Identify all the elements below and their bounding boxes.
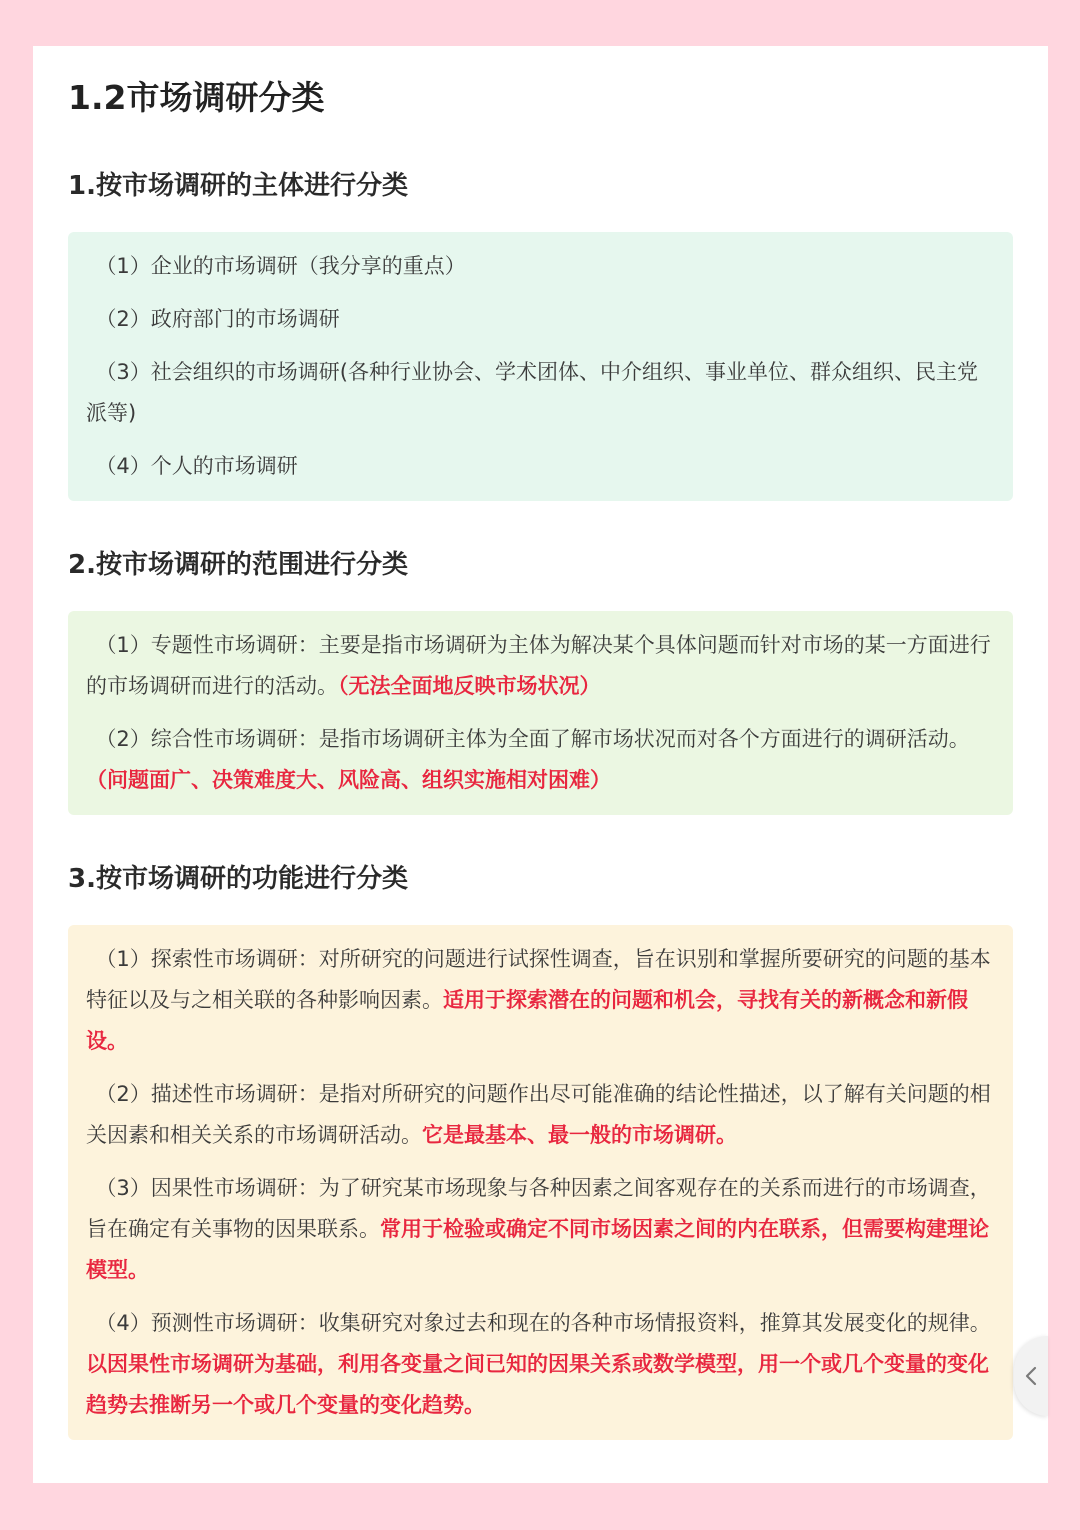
list-item: （2）描述性市场调研：是指对所研究的问题作出尽可能准确的结论性描述，以了解有关问题的相关因素和相关关系的市场调研活动。它是最基本、最一般的市场调研。 (86, 1082, 991, 1147)
emphasis-text: （问题面广、决策难度大、风险高、组织实施相对困难） (86, 768, 611, 792)
list-item: （2）政府部门的市场调研 (95, 307, 340, 331)
list-item: （1）专题性市场调研：主要是指市场调研为主体为解决某个具体问题而针对市场的某一方面进行的市场调研而进行的活动。（无法全面地反映市场状况） (86, 633, 991, 698)
emphasis-text: （无法全面地反映市场状况） (338, 674, 601, 698)
emphasis-text: 常用于检验或确定不同市场因素之间的内在联系，但需要构建理论模型。 (86, 1217, 989, 1282)
list-item: （1）企业的市场调研（我分享的重点） (95, 254, 466, 278)
list-item: （4）个人的市场调研 (95, 454, 298, 478)
emphasis-text: 适用于探索潜在的问题和机会，寻找有关的新概念和新假设。 (86, 988, 968, 1053)
subject-list-box (68, 232, 1013, 501)
list-item: （4）预测性市场调研：收集研究对象过去和现在的各种市场情报资料，推算其发展变化的规律。以因果性市场调研为基础，利用各变量之间已知的因果关系或数学模型，用一个或几个变量的变化趋势去推断另一个或几个变量的变化趋势。 (86, 1311, 991, 1417)
scope-list-box (68, 611, 1013, 815)
list-item: （3）因果性市场调研：为了研究某市场现象与各种因素之间客观存在的关系而进行的市场调查，旨在确定有关事物的因果联系。常用于检验或确定不同市场因素之间的内在联系，但需要构建理论模型。 (86, 1176, 991, 1282)
side-collapse-button[interactable] (1014, 1336, 1048, 1416)
function-list-box (68, 925, 1013, 1440)
section-heading-scope: 2.按市场调研的范围进行分类 (68, 550, 408, 580)
page-title: 1.2市场调研分类 (68, 78, 325, 117)
section-heading-subject: 1.按市场调研的主体进行分类 (68, 171, 408, 201)
chevron-left-icon (1024, 1365, 1038, 1387)
list-item: （1）探索性市场调研：对所研究的问题进行试探性调查，旨在识别和掌握所要研究的问题的基本特征以及与之相关联的各种影响因素。适用于探索潜在的问题和机会，寻找有关的新概念和新假设。 (86, 947, 991, 1053)
emphasis-text: 以因果性市场调研为基础，利用各变量之间已知的因果关系或数学模型，用一个或几个变量的变化趋势去推断另一个或几个变量的变化趋势。 (86, 1352, 989, 1417)
section-heading-function: 3.按市场调研的功能进行分类 (68, 864, 408, 894)
list-item: （3）社会组织的市场调研(各种行业协会、学术团体、中介组织、事业单位、群众组织、民主党派等) (86, 360, 978, 425)
emphasis-text: 它是最基本、最一般的市场调研。 (422, 1123, 737, 1147)
list-item: （2）综合性市场调研：是指市场调研主体为全面了解市场状况而对各个方面进行的调研活动。（问题面广、决策难度大、风险高、组织实施相对困难） (86, 727, 970, 792)
content-card (33, 46, 1048, 1483)
